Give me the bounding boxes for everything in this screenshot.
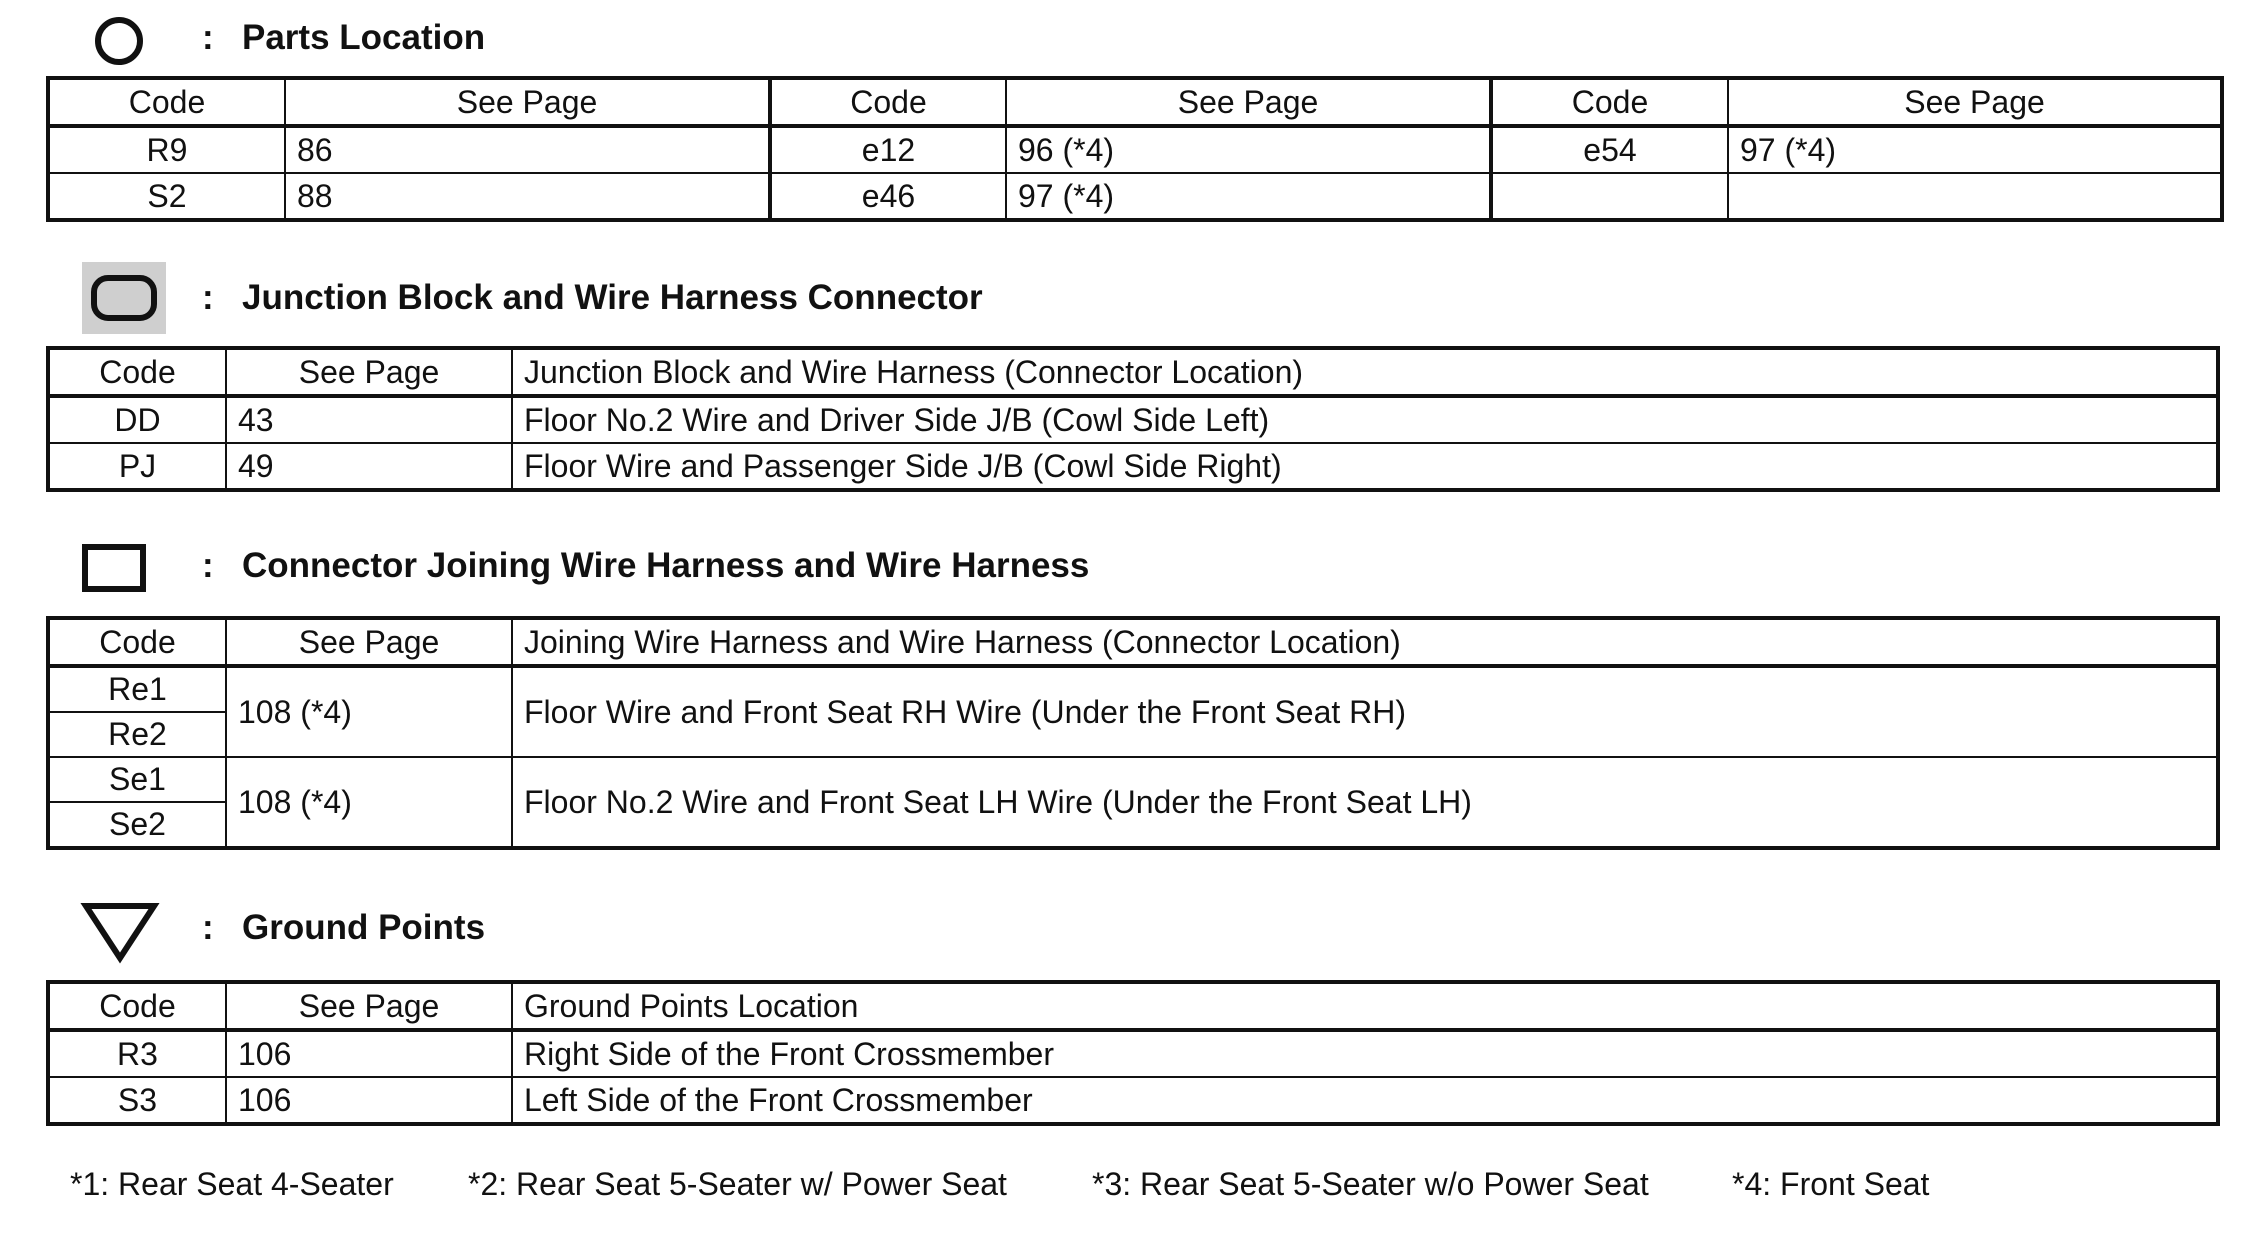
table-header-row xyxy=(48,982,2218,1030)
table-row xyxy=(48,757,2218,802)
table-row xyxy=(48,666,2218,712)
page-cell: 106 xyxy=(226,1030,512,1077)
header-cell: See Page xyxy=(226,348,512,396)
header-cell: Joining Wire Harness and Wire Harness (Connector Location) xyxy=(512,618,2218,666)
code-cell: e54 xyxy=(1491,126,1728,173)
header-cell: See Page xyxy=(1728,78,2222,126)
code-cell xyxy=(1491,173,1728,220)
rounded-rectangle-icon xyxy=(82,262,166,334)
location-cell: Right Side of the Front Crossmember xyxy=(512,1030,2218,1077)
page-cell: 108 (*4) xyxy=(226,757,512,848)
header-cell: See Page xyxy=(226,982,512,1030)
table-row xyxy=(48,396,2218,443)
page-cell xyxy=(1728,173,2222,220)
header-cell: See Page xyxy=(285,78,770,126)
header-cell: Ground Points Location xyxy=(512,982,2218,1030)
header-cell: Code xyxy=(48,78,285,126)
code-cell: e12 xyxy=(770,126,1006,173)
section-colon: : xyxy=(202,908,214,947)
page-cell: 86 xyxy=(285,126,770,173)
circle-icon xyxy=(94,16,144,66)
code-cell: S2 xyxy=(48,173,285,220)
rectangle-icon xyxy=(82,544,146,594)
page-cell: 88 xyxy=(285,173,770,220)
page-cell: 97 (*4) xyxy=(1728,126,2222,173)
section-title: Ground Points xyxy=(242,908,486,947)
header-cell: Code xyxy=(1491,78,1728,126)
code-cell: PJ xyxy=(48,443,226,490)
header-cell: Code xyxy=(48,348,226,396)
table-row xyxy=(48,1030,2218,1077)
header-cell: See Page xyxy=(226,618,512,666)
page-cell: 49 xyxy=(226,443,512,490)
header-cell: See Page xyxy=(1006,78,1491,126)
header-cell: Code xyxy=(48,618,226,666)
header-cell: Junction Block and Wire Harness (Connector Location) xyxy=(512,348,2218,396)
table-row xyxy=(48,173,2222,220)
table-header-row xyxy=(48,78,2222,126)
code-cell: e46 xyxy=(770,173,1006,220)
triangle-icon xyxy=(80,900,160,964)
section-colon: : xyxy=(202,546,214,585)
code-cell: R9 xyxy=(48,126,285,173)
section-colon: : xyxy=(202,278,214,317)
code-cell: DD xyxy=(48,396,226,443)
location-cell: Left Side of the Front Crossmember xyxy=(512,1077,2218,1124)
footnote-3: *3: Rear Seat 5-Seater w/o Power Seat xyxy=(1092,1166,1649,1202)
parts-location-table xyxy=(46,76,2224,222)
page-cell: 97 (*4) xyxy=(1006,173,1491,220)
code-cell: R3 xyxy=(48,1030,226,1077)
section-title: Parts Location xyxy=(242,18,486,57)
footnote-4: *4: Front Seat xyxy=(1732,1166,1930,1202)
table-row xyxy=(48,1077,2218,1124)
table-row xyxy=(48,443,2218,490)
code-cell: Re2 xyxy=(48,712,226,757)
page-cell: 106 xyxy=(226,1077,512,1124)
location-cell: Floor Wire and Passenger Side J/B (Cowl Side Right) xyxy=(512,443,2218,490)
location-cell: Floor No.2 Wire and Front Seat LH Wire (Under the Front Seat LH) xyxy=(512,757,2218,848)
page-cell: 96 (*4) xyxy=(1006,126,1491,173)
code-cell: Se1 xyxy=(48,757,226,802)
header-cell: Code xyxy=(770,78,1006,126)
table-header-row xyxy=(48,618,2218,666)
location-cell: Floor Wire and Front Seat RH Wire (Under the Front Seat RH) xyxy=(512,666,2218,757)
ground-points-table xyxy=(46,980,2220,1126)
table-header-row xyxy=(48,348,2218,396)
junction-block-table xyxy=(46,346,2220,492)
code-cell: Re1 xyxy=(48,666,226,712)
section-title: Junction Block and Wire Harness Connector xyxy=(242,278,983,317)
connector-joining-table xyxy=(46,616,2220,850)
footnote-2: *2: Rear Seat 5-Seater w/ Power Seat xyxy=(468,1166,1007,1202)
table-row xyxy=(48,126,2222,173)
footnote-1: *1: Rear Seat 4-Seater xyxy=(70,1166,394,1202)
header-cell: Code xyxy=(48,982,226,1030)
code-cell: Se2 xyxy=(48,802,226,848)
section-colon: : xyxy=(202,18,214,57)
code-cell: S3 xyxy=(48,1077,226,1124)
location-cell: Floor No.2 Wire and Driver Side J/B (Cowl Side Left) xyxy=(512,396,2218,443)
page-cell: 43 xyxy=(226,396,512,443)
section-title: Connector Joining Wire Harness and Wire Harness xyxy=(242,546,1090,585)
page-cell: 108 (*4) xyxy=(226,666,512,757)
